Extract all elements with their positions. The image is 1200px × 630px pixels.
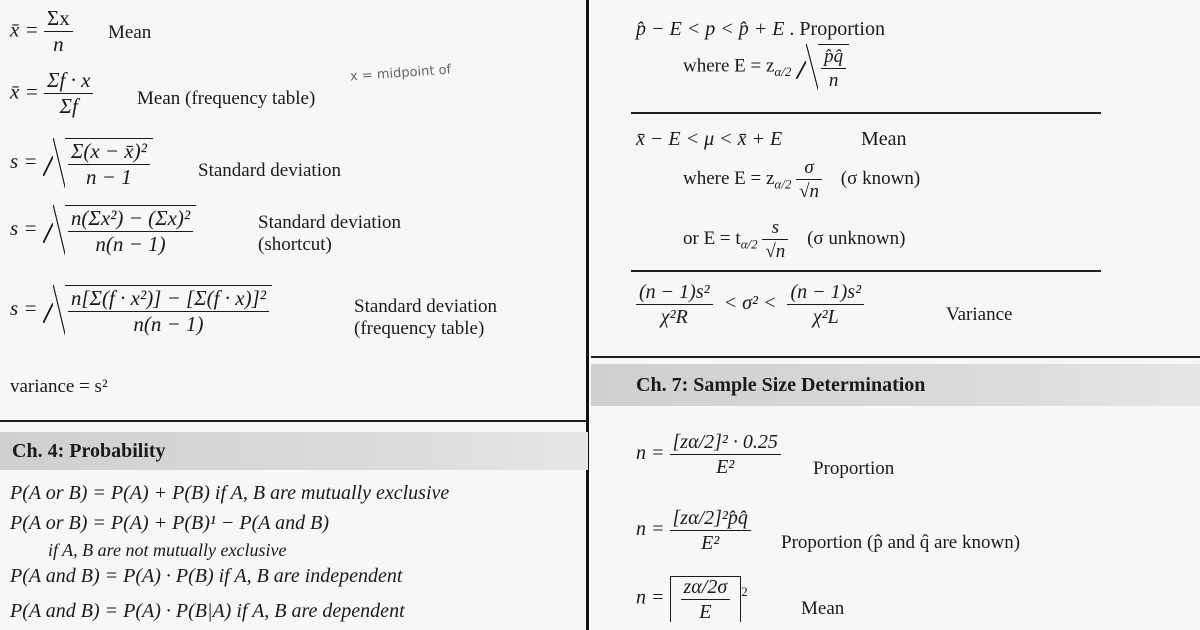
mean-ci-known-sub: α/2: [774, 176, 792, 192]
mean-freq-numerator: Σf · x: [44, 70, 93, 94]
sd-shortcut-label: [258, 212, 401, 256]
mean-freq-denominator: Σf: [59, 94, 78, 118]
ss-mean-denominator: E: [699, 601, 712, 623]
prob-rule-3: P(A and B) = P(A) · P(B) if A, B are independent: [10, 565, 403, 587]
ss-mean-lhs: n =: [636, 586, 665, 609]
prop-ci-sqrt: [796, 44, 849, 90]
right-column: [591, 0, 1200, 630]
sd-freq-sqrt: [43, 285, 272, 335]
prop-ci-inequality: p̂ − E < p < p̂ + E: [636, 18, 785, 40]
prop-ci-label: Proportion: [799, 18, 885, 40]
var-ci-right-denominator: χ²L: [812, 306, 839, 328]
var-ci-left-numerator: (n − 1)s²: [636, 282, 713, 305]
rule-2: [631, 270, 1101, 272]
left-column: [0, 0, 588, 630]
prob-rule-1: P(A or B) = P(A) + P(B) if A, B are mutually exclusive: [10, 482, 450, 504]
ss-prop-known-lhs: n =: [636, 518, 665, 541]
var-ci-label: Variance: [946, 304, 1013, 325]
prop-ci-where-text: where E = z: [683, 55, 775, 77]
mean-ci-label: Mean: [861, 128, 907, 150]
sd-lhs: s =: [10, 148, 38, 173]
rule-1: [631, 112, 1101, 114]
prob-rule-4: P(A and B) = P(A) · P(B|A) if A, B are dependent: [10, 600, 405, 622]
sd-numerator: Σ(x − x̄)²: [68, 141, 150, 165]
ss-prop: [636, 432, 781, 477]
ss-prop-numerator: [zα/2]² · 0.25: [670, 432, 781, 455]
mean-ci-inequality: x̄ − E < μ < x̄ + E: [636, 128, 783, 150]
mean-ci-known: [683, 158, 920, 201]
prop-ci-denominator: n: [828, 70, 839, 91]
sd-freq-label: [354, 296, 497, 340]
sd-shortcut-lhs: s =: [10, 215, 38, 240]
section-rule: [0, 420, 588, 422]
sd-shortcut-sqrt: [43, 205, 196, 255]
mean-ci-known-denominator: √n: [799, 181, 820, 202]
sd-denominator: n − 1: [86, 165, 132, 189]
mean-ci-known-numerator: σ: [796, 158, 822, 180]
ss-prop-known-label: Proportion (p̂ and q̂ are known): [781, 532, 1021, 553]
mean-numerator: Σx: [44, 8, 73, 32]
prop-ci-numerator: p̂q̂: [821, 47, 846, 69]
ch4-header: Ch. 4: Probability: [0, 432, 588, 470]
ss-prop-known-numerator: [zα/2]²p̂q̂: [670, 508, 751, 531]
var-ci-middle: < σ² <: [723, 292, 777, 315]
mean-ci-unknown-numerator: s: [762, 218, 788, 240]
sd-shortcut-formula: [10, 205, 196, 255]
sd-freq-numerator: n[Σ(f · x²)] − [Σ(f · x)]²: [68, 288, 269, 312]
ss-prop-lhs: n =: [636, 442, 665, 465]
mean-freq-formula: [10, 70, 93, 117]
ch7-header: Ch. 7: Sample Size Determination: [591, 364, 1200, 406]
ss-mean: n = $\frac{z\alpha/2\sigma}{E}$ $^2$: [636, 576, 748, 623]
ss-prop-known: [636, 508, 751, 553]
handwritten-note: x = midpoint of: [349, 62, 452, 85]
mean-freq-lhs: x̄ =: [10, 79, 39, 104]
mean-ci-known-text: where E = z: [683, 167, 775, 189]
var-ci-left-denominator: χ²R: [660, 306, 688, 328]
mean-ci-unknown-text: or E = t: [683, 227, 741, 249]
mean-ci-unknown-denominator: √n: [765, 241, 786, 262]
var-ci-right-numerator: (n − 1)s²: [787, 282, 864, 305]
sd-shortcut-label-line1: Standard deviation: [258, 212, 401, 233]
prop-ci-where: [683, 44, 849, 90]
mean-fraction: [44, 8, 73, 55]
mean-ci-unknown-label: (σ unknown): [807, 227, 906, 249]
sd-freq-lhs: s =: [10, 295, 38, 320]
section-rule-right: [591, 356, 1200, 358]
mean-freq-label: Mean (frequency table): [137, 88, 316, 109]
sd-shortcut-label-line2: (shortcut): [258, 233, 332, 255]
sd-freq-denominator: n(n − 1): [133, 312, 204, 336]
mean-formula: [10, 8, 73, 55]
ss-mean-numerator: zα/2σ: [681, 577, 731, 600]
mean-ci-unknown: [683, 218, 905, 261]
sd-freq-label-line1: Standard deviation: [354, 296, 497, 317]
var-ci: [636, 282, 864, 327]
ss-prop-denominator: E²: [716, 456, 735, 478]
prop-ci: p̂ − E < p < p̂ + E . Proportion: [636, 18, 885, 40]
mean-denominator: n: [53, 32, 64, 56]
prob-rule-2: P(A or B) = P(A) + P(B)¹ − P(A and B): [10, 512, 329, 534]
mean-freq-fraction: [44, 70, 93, 117]
sd-sqrt: [43, 138, 153, 188]
prob-rule-2-condition: if A, B are not mutually exclusive: [48, 540, 287, 560]
sd-freq-formula: [10, 285, 272, 335]
ss-prop-known-denominator: E²: [701, 532, 720, 554]
mean-label: Mean: [108, 22, 152, 43]
mean-ci-unknown-sub: α/2: [740, 236, 758, 252]
sd-shortcut-numerator: n(Σx²) − (Σx)²: [68, 208, 193, 232]
sd-label: Standard deviation: [198, 160, 341, 181]
sd-formula: [10, 138, 153, 188]
sd-shortcut-denominator: n(n − 1): [95, 232, 166, 256]
mean-lhs: x̄ =: [10, 17, 39, 42]
sd-freq-label-line2: (frequency table): [354, 317, 485, 339]
ss-mean-label: Mean: [801, 598, 845, 619]
prop-ci-sub: α/2: [774, 64, 792, 80]
ss-prop-label: Proportion: [813, 458, 895, 479]
mean-ci-known-label: (σ known): [840, 167, 921, 189]
variance-formula: variance = s²: [10, 376, 108, 397]
